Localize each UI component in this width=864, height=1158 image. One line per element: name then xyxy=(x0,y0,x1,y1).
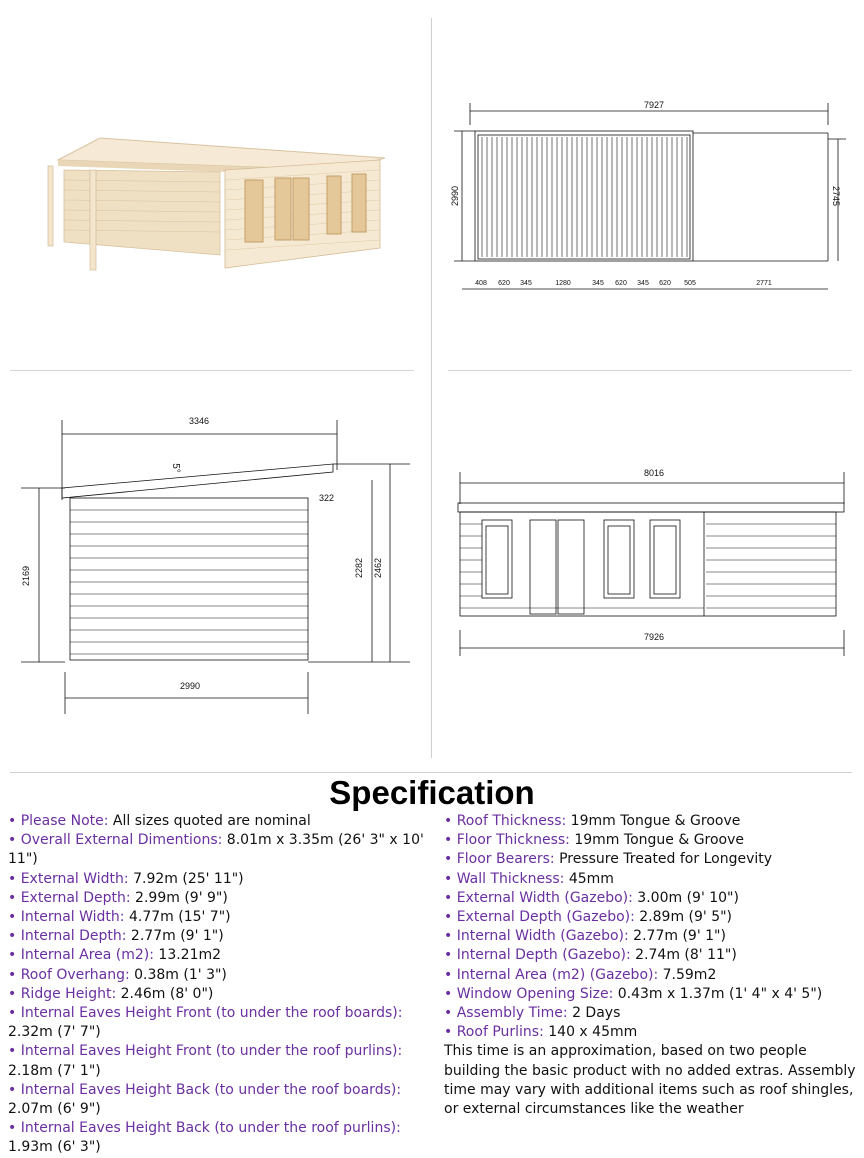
plan-depth-right-label: 2745 xyxy=(831,185,841,207)
spec-item xyxy=(8,1004,433,1042)
plan-seg-3: 1280 xyxy=(555,280,571,287)
spec-item xyxy=(444,850,859,869)
spec-item xyxy=(444,870,859,889)
spec-list-left xyxy=(8,812,433,1158)
spec-label: • Internal Area (m2) (Gazebo): xyxy=(444,966,659,983)
spec-value: 13.21m2 xyxy=(153,947,222,964)
spec-label: • Roof Purlins: xyxy=(444,1024,544,1041)
spec-label: • Window Opening Size: xyxy=(444,985,614,1002)
spec-item xyxy=(8,946,433,965)
front-elevation-drawing xyxy=(442,460,854,660)
spec-item xyxy=(444,1004,859,1023)
spec-item xyxy=(8,831,433,869)
spec-label: • Roof Thickness: xyxy=(444,813,567,829)
spec-value: 19mm Tongue & Groove xyxy=(566,813,741,829)
plan-seg-6: 345 xyxy=(637,280,649,287)
side-width-top-label: 3346 xyxy=(188,416,210,426)
spec-value: 2.77m (9' 1") xyxy=(126,928,224,945)
spec-title: Specification xyxy=(329,774,535,811)
spec-value: 1.93m (6' 3") xyxy=(8,1139,101,1156)
spec-item xyxy=(8,985,433,1004)
spec-item xyxy=(444,985,859,1004)
spec-item xyxy=(444,927,859,946)
spec-item xyxy=(444,966,859,985)
spec-label: • Internal Width (Gazebo): xyxy=(444,928,629,945)
floor-plan-drawing xyxy=(440,95,860,305)
spec-value: 2.46m (8' 0") xyxy=(116,985,214,1002)
spec-label: • External Width: xyxy=(8,870,129,887)
spec-value: 8.01m x 3.35m (26' 3" x 10' 11") xyxy=(8,832,424,868)
spec-label: • Internal Eaves Height Back (to under the roof purlins): xyxy=(8,1120,401,1137)
spec-value: 7.92m (25' 11") xyxy=(128,870,244,887)
spec-label: • External Width (Gazebo): xyxy=(444,889,633,906)
spec-item xyxy=(8,1119,433,1157)
plan-overall-label: 7927 xyxy=(643,100,665,110)
horizontal-divider-left xyxy=(10,370,414,371)
assembly-note: This time is an approximation, based on two people building the basic product with no added extras. Assembly time may vary with additional items such as roof shingles, or external circumstances like the weather xyxy=(444,1043,856,1118)
side-overhang-label: 322 xyxy=(319,493,335,503)
plan-seg-4: 345 xyxy=(592,280,604,287)
spec-label: • Internal Width: xyxy=(8,909,125,926)
spec-item xyxy=(444,889,859,908)
plan-depth-left-label: 2990 xyxy=(450,185,460,207)
spec-item xyxy=(8,889,433,908)
spec-label: • Roof Overhang: xyxy=(8,966,130,983)
spec-item xyxy=(8,812,433,831)
spec-value: All sizes quoted are nominal xyxy=(108,813,311,829)
spec-label: • Internal Depth (Gazebo): xyxy=(444,947,631,964)
side-height-left-label: 2169 xyxy=(21,565,31,587)
spec-value: 2.74m (8' 11") xyxy=(630,947,737,964)
spec-item xyxy=(8,966,433,985)
spec-value: 7.59m2 xyxy=(658,966,717,983)
side-height-mid-label: 2282 xyxy=(354,557,364,579)
spec-item xyxy=(8,908,433,927)
spec-label: • Assembly Time: xyxy=(444,1005,568,1022)
spec-label: • Internal Eaves Height Front (to under the roof boards): xyxy=(8,1005,403,1022)
spec-label: • Internal Eaves Height Back (to under the roof boards): xyxy=(8,1081,402,1098)
spec-value: 2 Days xyxy=(567,1005,621,1022)
spec-list-right xyxy=(444,812,859,1119)
plan-seg-8: 505 xyxy=(684,280,696,287)
spec-value: 2.89m (9' 5") xyxy=(634,909,733,926)
spec-label: • External Depth (Gazebo): xyxy=(444,909,635,926)
plan-seg-7: 620 xyxy=(659,280,671,287)
horizontal-divider-right xyxy=(448,370,852,371)
spec-value: 45mm xyxy=(564,870,614,887)
front-width-bottom-label: 7926 xyxy=(643,632,665,642)
side-height-right-label: 2462 xyxy=(373,557,383,579)
spec-value: 2.18m (7' 1") xyxy=(8,1062,101,1079)
side-angle-label: 5° xyxy=(170,463,181,473)
spec-label: • Internal Depth: xyxy=(8,928,127,945)
spec-item xyxy=(444,1023,859,1042)
spec-value: Pressure Treated for Longevity xyxy=(554,851,773,868)
spec-item xyxy=(444,812,859,831)
spec-label: • Wall Thickness: xyxy=(444,870,565,887)
spec-item xyxy=(444,908,859,927)
spec-label: • External Depth: xyxy=(8,889,131,906)
spec-value: 2.99m (9' 9") xyxy=(130,889,228,906)
spec-item xyxy=(444,831,859,850)
product-illustration xyxy=(40,130,400,280)
spec-value: 19mm Tongue & Groove xyxy=(569,832,745,849)
plan-seg-2: 345 xyxy=(520,280,532,287)
plan-seg-1: 620 xyxy=(498,280,510,287)
spec-value: 2.77m (9' 1") xyxy=(628,928,726,945)
spec-label: • Floor Thickness: xyxy=(444,832,570,849)
spec-value: 2.32m (7' 7") xyxy=(8,1024,101,1041)
spec-value: 3.00m (9' 10") xyxy=(632,889,739,906)
vertical-divider xyxy=(431,18,432,758)
plan-seg-0: 408 xyxy=(475,280,487,287)
spec-label: • Overall External Dimentions: xyxy=(8,832,223,849)
spec-item xyxy=(8,1081,433,1119)
spec-item xyxy=(444,946,859,965)
spec-label: • Internal Area (m2): xyxy=(8,947,154,964)
plan-seg-9: 2771 xyxy=(756,280,772,287)
spec-value: 0.38m (1' 3") xyxy=(129,966,227,983)
side-elevation-drawing xyxy=(15,410,420,730)
spec-item xyxy=(8,1042,433,1080)
side-width-bottom-label: 2990 xyxy=(179,681,201,691)
spec-label: • Please Note: xyxy=(8,813,109,829)
front-width-top-label: 8016 xyxy=(643,468,665,478)
spec-divider xyxy=(10,772,852,773)
spec-item xyxy=(8,927,433,946)
plan-seg-5: 620 xyxy=(615,280,627,287)
spec-value: 4.77m (15' 7") xyxy=(124,909,231,926)
spec-label: • Internal Eaves Height Front (to under the roof purlins): xyxy=(8,1043,403,1060)
spec-value: 140 x 45mm xyxy=(543,1024,638,1041)
spec-label: • Ridge Height: xyxy=(8,985,117,1002)
spec-value: 0.43m x 1.37m (1' 4" x 4' 5") xyxy=(613,985,823,1002)
spec-item xyxy=(8,870,433,889)
spec-value: 2.07m (6' 9") xyxy=(8,1101,101,1118)
spec-label: • Floor Bearers: xyxy=(444,851,555,868)
